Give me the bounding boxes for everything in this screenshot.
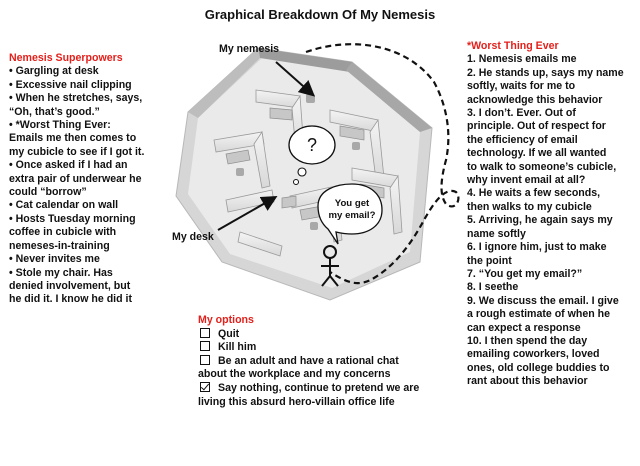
option-item: [198, 341, 460, 355]
option-item-continuation: about the workplace and my concerns: [198, 368, 391, 381]
options-heading: My options: [198, 314, 254, 326]
worst-thing-step: 3. I don’t. Ever. Out of: [467, 107, 576, 120]
worst-thing-step: a rough estimate of when he: [467, 308, 611, 321]
option-label: Say nothing, continue to pretend we are: [218, 381, 420, 394]
worst-thing-step: softly, waits for me to: [467, 80, 576, 93]
superpower-line: • Excessive nail clipping: [9, 78, 132, 91]
superpower-line: • Never invites me: [9, 253, 100, 266]
worst-thing-step: the point: [467, 254, 512, 267]
option-label: Kill him: [218, 341, 257, 354]
superpower-line: • *Worst Thing Ever:: [9, 119, 111, 132]
superpower-line: • When he stretches, says,: [9, 92, 143, 105]
desk-label: My desk: [172, 231, 214, 243]
worst-thing-step: the efficiency of email: [467, 133, 578, 146]
option-checkbox: [200, 328, 210, 338]
worst-thing-step: 4. He waits a few seconds,: [467, 187, 601, 200]
worst-thing-heading: *Worst Thing Ever: [467, 40, 559, 52]
speech-line: You get: [334, 198, 370, 209]
worst-thing-step: ones, old college buddies to: [467, 361, 610, 374]
worst-thing-step: 10. I then spend the day: [467, 334, 588, 347]
superpower-line: he did it. I know he did it: [9, 293, 133, 306]
superpower-line: • Stole my chair. Has: [9, 266, 113, 279]
option-item: [198, 328, 460, 342]
superpowers-heading: Nemesis Superpowers: [9, 52, 123, 64]
worst-thing-step: technology. If we all wanted: [467, 147, 607, 160]
option-checkbox: [200, 355, 210, 365]
worst-thing-step: then walks to my cubicle: [467, 200, 592, 213]
worst-thing-step: 7. “You get my email?”: [467, 267, 583, 280]
worst-thing-step: rant about this behavior: [467, 375, 588, 388]
superpower-line: “Oh, that’s good.”: [9, 105, 100, 118]
worst-thing-step: emailing coworkers, loved: [467, 348, 600, 361]
superpower-line: denied involvement, but: [9, 279, 131, 292]
worst-thing-step: 9. We discuss the email. I give: [467, 294, 619, 307]
option-label: Quit: [218, 327, 240, 340]
option-checkbox: [200, 341, 210, 351]
nemesis-label: My nemesis: [219, 43, 280, 55]
page-title: Graphical Breakdown Of My Nemesis: [204, 7, 436, 22]
worst-thing-step: can expect a response: [467, 321, 581, 334]
worst-thing-step: name softly: [467, 227, 526, 240]
superpower-line: • Cat calendar on wall: [9, 199, 119, 212]
worst-thing-step: why invent email at all?: [467, 174, 586, 187]
superpower-line: Emails me then comes to: [9, 132, 137, 145]
options-list: [198, 314, 460, 409]
option-item-continuation: living this absurd hero-villain office life: [198, 395, 395, 408]
worst-thing-step: principle. Out of respect for: [467, 120, 606, 133]
superpower-line: nemeses-in-training: [9, 239, 110, 252]
superpower-line: could “borrow”: [9, 186, 87, 199]
option-label: Be an adult and have a rational chat: [218, 354, 399, 367]
worst-thing-step: 2. He stands up, says my name: [467, 66, 624, 79]
thought-question-mark: ?: [306, 135, 318, 155]
worst-thing-step: 8. I seethe: [467, 281, 519, 294]
worst-thing-step: to walk to someone’s cubicle,: [467, 160, 617, 173]
superpower-line: • Hosts Tuesday morning: [9, 212, 136, 225]
speech-bubble-text: [322, 198, 382, 222]
speech-line: my email?: [328, 210, 376, 221]
worst-thing-step: 1. Nemesis emails me: [467, 53, 577, 66]
superpower-line: extra pair of underwear he: [9, 172, 142, 185]
option-item: [198, 355, 460, 369]
worst-thing-step: 6. I ignore him, just to make: [467, 241, 607, 254]
superpower-line: my cubicle to see if I got it.: [9, 145, 145, 158]
option-item: [198, 382, 460, 396]
worst-thing-step: 5. Arriving, he again says my: [467, 214, 613, 227]
superpower-line: • Once asked if I had an: [9, 159, 128, 172]
superpower-line: • Gargling at desk: [9, 65, 99, 78]
worst-thing-step: acknowledge this behavior: [467, 93, 603, 106]
superpower-line: coffee in cubicle with: [9, 226, 117, 239]
option-checkbox-checked: [200, 382, 210, 392]
